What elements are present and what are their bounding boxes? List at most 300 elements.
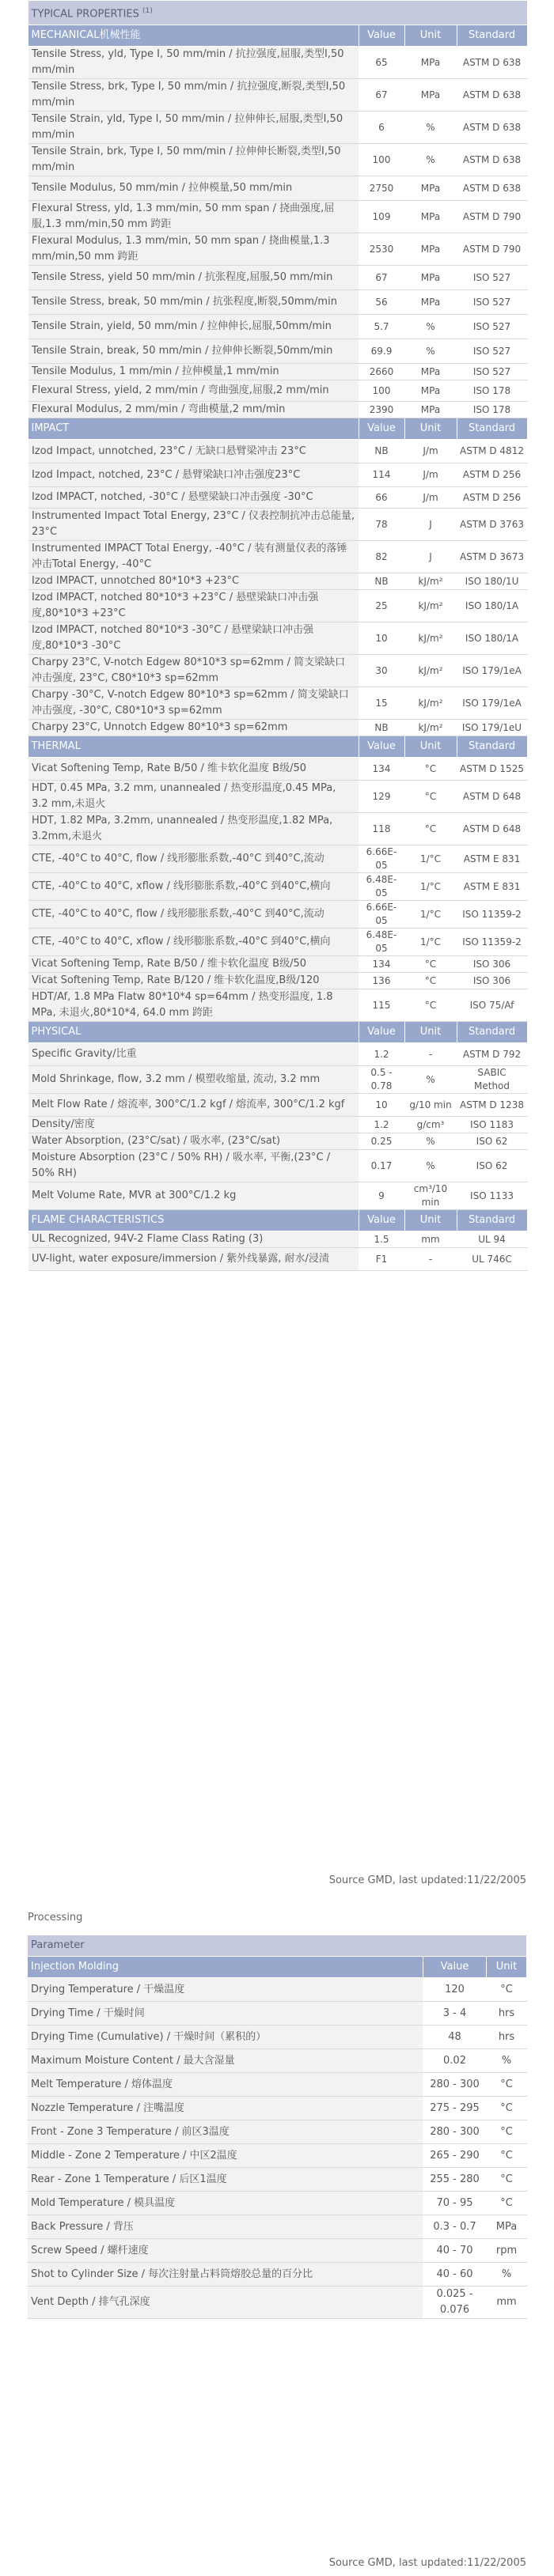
processing-value: 0.025 - 0.076 [423,2287,487,2319]
standard-header: Standard [457,1210,527,1231]
property-row [28,873,527,901]
property-value: 0.5 - 0.78 [359,1066,404,1094]
property-name: Tensile Modulus, 50 mm/min / 拉伸模量,50 mm/min [28,176,359,201]
property-row [28,573,527,590]
property-unit: °C [404,989,457,1022]
processing-unit: °C [487,2097,527,2120]
property-row [28,781,527,813]
property-standard: ISO 306 [457,973,527,989]
processing-row [28,2097,527,2120]
property-row [28,290,527,315]
property-row [28,1043,527,1066]
processing-value: 48 [423,2026,487,2049]
property-name: Izod IMPACT, notched, -30°C / 悬壁梁缺口冲击强度 -30°C [28,487,359,509]
property-unit: g/cm³ [404,1117,457,1133]
property-name: Izod Impact, unnotched, 23°C / 无缺口悬臂梁冲击 23°C [28,440,359,463]
property-row [28,47,527,79]
property-name: HDT, 0.45 MPa, 3.2 mm, unannealed / 热变形温度,0.45 MPa, 3.2 mm,未退火 [28,781,359,813]
unit-header: Unit [404,418,457,440]
property-value: 100 [359,144,404,176]
section-header [28,418,527,440]
property-unit: MPa [404,290,457,315]
property-unit: % [404,1133,457,1150]
property-value: 1.5 [359,1231,404,1248]
property-unit: J/m [404,463,457,487]
property-unit: MPa [404,233,457,266]
property-standard: ISO 527 [457,290,527,315]
property-standard: ISO 179/1eU [457,720,527,736]
property-standard: ASTM D 256 [457,463,527,487]
processing-parameter: Nozzle Temperature / 注嘴温度 [28,2097,423,2120]
value-header: Value [359,25,404,47]
processing-row [28,2120,527,2144]
property-standard: ASTM D 790 [457,233,527,266]
property-row [28,590,527,622]
property-name: Charpy 23°C, Unnotch Edgew 80*10*3 sp=62mm [28,720,359,736]
typical-properties-header [28,1,527,25]
property-unit: g/10 min [404,1094,457,1117]
processing-value: 265 - 290 [423,2144,487,2168]
property-standard: ASTM E 831 [457,873,527,901]
property-unit: - [404,1043,457,1066]
property-row [28,380,527,402]
property-row [28,144,527,176]
property-value: F1 [359,1248,404,1271]
processing-parameter: Middle - Zone 2 Temperature / 中区2温度 [28,2144,423,2168]
processing-row [28,2073,527,2097]
property-unit: % [404,112,457,144]
source-note: Source GMD, last updated:11/22/2005 [328,1874,526,1886]
processing-row [28,2239,527,2263]
property-name: Water Absorption, (23°C/sat) / 吸水率, (23°C/sat) [28,1133,359,1150]
property-row [28,622,527,655]
property-standard: ASTM D 638 [457,79,527,112]
processing-value: 70 - 95 [423,2192,487,2215]
property-standard: ASTM D 790 [457,201,527,233]
processing-table [27,1935,527,2319]
property-standard: ISO 527 [457,364,527,380]
property-standard: ISO 1183 [457,1117,527,1133]
property-standard: ASTM D 1525 [457,758,527,781]
processing-value: 280 - 300 [423,2120,487,2144]
property-value: 56 [359,290,404,315]
property-name: Density/密度 [28,1117,359,1133]
property-unit: kJ/m² [404,590,457,622]
property-name: Vicat Softening Temp, Rate B/50 / 维卡软化温度 B级/50 [28,956,359,973]
property-name: Izod IMPACT, unnotched 80*10*3 +23°C [28,573,359,590]
processing-parameter: Drying Temperature / 干燥温度 [28,1978,423,2002]
property-row [28,541,527,573]
property-unit: °C [404,956,457,973]
property-row [28,1133,527,1150]
property-standard: ISO 527 [457,266,527,290]
property-unit: 1/°C [404,901,457,929]
property-standard: ASTM D 648 [457,813,527,845]
property-value: 67 [359,79,404,112]
property-standard: ISO 75/Af [457,989,527,1022]
property-name: Flexural Stress, yld, 1.3 mm/min, 50 mm span / 挠曲强度,屈服,1.3 mm/min,50 mm 跨距 [28,201,359,233]
property-value: 6 [359,112,404,144]
property-standard: UL 94 [457,1231,527,1248]
property-value: 6.48E-05 [359,873,404,901]
unit-header: Unit [404,736,457,758]
property-standard: ISO 178 [457,380,527,402]
property-standard: ASTM D 4812 [457,440,527,463]
processing-parameter: Mold Temperature / 模具温度 [28,2192,423,2215]
processing-parameter: Vent Depth / 排气孔深度 [28,2287,423,2319]
property-standard: ISO 527 [457,339,527,364]
processing-parameter: Melt Temperature / 熔体温度 [28,2073,423,2097]
processing-unit: mm [487,2287,527,2319]
processing-row [28,2049,527,2073]
property-value: 82 [359,541,404,573]
property-value: 1.2 [359,1117,404,1133]
processing-unit: °C [487,1978,527,2002]
property-name: Tensile Strain, yld, Type I, 50 mm/min / 拉伸伸长,屈服,类型I,50 mm/min [28,112,359,144]
section-title: MECHANICAL机械性能 [28,25,359,47]
property-name: Izod IMPACT, notched 80*10*3 -30°C / 悬壁梁缺口冲击强度,80*10*3 -30°C [28,622,359,655]
property-unit: MPa [404,79,457,112]
property-standard: ISO 179/1eA [457,655,527,687]
processing-row [28,2144,527,2168]
standard-header: Standard [457,1022,527,1043]
processing-parameter-header [28,1935,527,1957]
processing-row [28,1978,527,2002]
processing-parameter: Rear - Zone 1 Temperature / 后区1温度 [28,2168,423,2192]
property-name: UV-light, water exposure/immersion / 紫外线暴露, 耐水/浸渍 [28,1248,359,1271]
property-value: 134 [359,956,404,973]
processing-value: 40 - 70 [423,2239,487,2263]
property-unit: MPa [404,47,457,79]
property-name: Charpy 23°C, V-notch Edgew 80*10*3 sp=62mm / 简支梁缺口冲击强度, 23°C, C80*10*3 sp=62mm [28,655,359,687]
processing-row [28,2263,527,2287]
property-standard: ISO 180/1A [457,622,527,655]
property-value: 25 [359,590,404,622]
processing-parameter: Shot to Cylinder Size / 每次注射量占料筒熔胶总量的百分比 [28,2263,423,2287]
value-header: Value [359,1210,404,1231]
property-name: HDT/Af, 1.8 MPa Flatw 80*10*4 sp=64mm / 热变形温度, 1.8 MPa, 未退火,80*10*4, 64.0 mm 跨距 [28,989,359,1022]
property-value: 30 [359,655,404,687]
property-unit: °C [404,758,457,781]
processing-parameter: Back Pressure / 背压 [28,2215,423,2239]
typical-properties-table [27,0,528,1271]
unit-header: Unit [487,1957,527,1978]
property-standard: ISO 11359-2 [457,901,527,929]
property-unit: 1/°C [404,929,457,956]
property-name: Tensile Strain, yield, 50 mm/min / 拉伸伸长,屈服,50mm/min [28,315,359,339]
property-unit: mm [404,1231,457,1248]
property-value: 1.2 [359,1043,404,1066]
property-value: 129 [359,781,404,813]
property-unit: J/m [404,487,457,509]
property-standard: ASTM D 3673 [457,541,527,573]
property-value: 2530 [359,233,404,266]
property-standard: ISO 62 [457,1150,527,1182]
property-value: 0.25 [359,1133,404,1150]
property-standard: ASTM D 638 [457,47,527,79]
processing-title: Processing [28,1912,83,1923]
property-row [28,989,527,1022]
property-row [28,1182,527,1210]
section-title: FLAME CHARACTERISTICS [28,1210,359,1231]
unit-header: Unit [404,25,457,47]
property-name: UL Recognized, 94V-2 Flame Class Rating (3) [28,1231,359,1248]
property-unit: kJ/m² [404,622,457,655]
property-row [28,79,527,112]
property-name: Tensile Stress, break, 50 mm/min / 抗张程度,断裂,50mm/min [28,290,359,315]
property-standard: SABIC Method [457,1066,527,1094]
property-standard: ASTM D 638 [457,176,527,201]
processing-value: 0.3 - 0.7 [423,2215,487,2239]
processing-value: 40 - 60 [423,2263,487,2287]
property-name: Specific Gravity/比重 [28,1043,359,1066]
property-name: Tensile Stress, yield 50 mm/min / 抗张程度,屈服,50 mm/min [28,266,359,290]
property-name: Melt Flow Rate / 熔流率, 300°C/1.2 kgf / 熔流率, 300°C/1.2 kgf [28,1094,359,1117]
property-name: Flexural Modulus, 1.3 mm/min, 50 mm span / 挠曲模量,1.3 mm/min,50 mm 跨距 [28,233,359,266]
property-value: 65 [359,47,404,79]
property-value: 6.48E-05 [359,929,404,956]
processing-parameter: Drying Time / 干燥时间 [28,2002,423,2026]
property-row [28,1066,527,1094]
property-name: Izod Impact, notched, 23°C / 悬臂梁缺口冲击强度23°C [28,463,359,487]
processing-value: 280 - 300 [423,2073,487,2097]
processing-value: 255 - 280 [423,2168,487,2192]
property-standard: ISO 180/1A [457,590,527,622]
processing-parameter: Maximum Moisture Content / 最大含湿量 [28,2049,423,2073]
property-unit: - [404,1248,457,1271]
property-name: CTE, -40°C to 40°C, xflow / 线形膨胀系数,-40°C 到40°C,横向 [28,873,359,901]
processing-unit: °C [487,2168,527,2192]
property-row [28,1117,527,1133]
property-standard: ASTM E 831 [457,845,527,873]
processing-row [28,2168,527,2192]
section-title: THERMAL [28,736,359,758]
property-value: 136 [359,973,404,989]
property-name: Tensile Modulus, 1 mm/min / 拉伸模量,1 mm/min [28,364,359,380]
processing-unit: % [487,2049,527,2073]
property-standard: ISO 1133 [457,1182,527,1210]
property-name: Tensile Stress, brk, Type I, 50 mm/min / 抗拉强度,断裂,类型I,50 mm/min [28,79,359,112]
property-standard: ISO 527 [457,315,527,339]
property-value: 66 [359,487,404,509]
value-header: Value [359,418,404,440]
processing-unit: MPa [487,2215,527,2239]
property-name: Mold Shrinkage, flow, 3.2 mm / 模塑收缩量, 流动, 3.2 mm [28,1066,359,1094]
property-value: 2660 [359,364,404,380]
processing-unit: °C [487,2144,527,2168]
property-unit: % [404,315,457,339]
property-unit: 1/°C [404,845,457,873]
property-value: 134 [359,758,404,781]
property-row [28,1094,527,1117]
property-standard: ISO 11359-2 [457,929,527,956]
property-name: Flexural Modulus, 2 mm/min / 弯曲模量,2 mm/min [28,402,359,418]
property-value: 115 [359,989,404,1022]
processing-value: 275 - 295 [423,2097,487,2120]
property-unit: MPa [404,402,457,418]
property-unit: kJ/m² [404,687,457,720]
property-name: Instrumented IMPACT Total Energy, -40°C / 装有测量仪表的落锤冲击Total Energy, -40°C [28,541,359,573]
property-value: NB [359,720,404,736]
property-row [28,176,527,201]
processing-unit: % [487,2263,527,2287]
property-value: 9 [359,1182,404,1210]
property-value: 10 [359,1094,404,1117]
property-standard: UL 746C [457,1248,527,1271]
property-name: Flexural Stress, yield, 2 mm/min / 弯曲强度,屈服,2 mm/min [28,380,359,402]
value-header: Value [359,1022,404,1043]
property-unit: MPa [404,201,457,233]
source-note-2: Source GMD, last updated:11/22/2005 [328,2557,526,2569]
property-row [28,758,527,781]
processing-row [28,2215,527,2239]
property-row [28,901,527,929]
property-standard: ISO 178 [457,402,527,418]
value-header: Value [359,736,404,758]
property-value: 78 [359,509,404,541]
property-name: Instrumented Impact Total Energy, 23°C / 仪表控制抗冲击总能量, 23°C [28,509,359,541]
processing-unit: °C [487,2192,527,2215]
processing-row [28,2026,527,2049]
property-value: 15 [359,687,404,720]
property-name: Tensile Strain, break, 50 mm/min / 拉伸伸长断裂,50mm/min [28,339,359,364]
property-value: 0.17 [359,1150,404,1182]
section-header [28,736,527,758]
injection-molding-label: Injection Molding [28,1957,423,1978]
property-unit: kJ/m² [404,655,457,687]
parameter-label: Parameter [28,1935,527,1957]
property-value: 6.66E-05 [359,845,404,873]
property-name: Tensile Strain, brk, Type I, 50 mm/min / 拉伸伸长断裂,类型I,50 mm/min [28,144,359,176]
property-standard: ASTM D 792 [457,1043,527,1066]
property-value: 2390 [359,402,404,418]
property-row [28,1231,527,1248]
property-name: Moisture Absorption (23°C / 50% RH) / 吸水率, 平衡,(23°C / 50% RH) [28,1150,359,1182]
unit-header: Unit [404,1022,457,1043]
processing-unit: °C [487,2120,527,2144]
property-unit: MPa [404,176,457,201]
property-name: HDT, 1.82 MPa, 3.2mm, unannealed / 热变形温度,1.82 MPa, 3.2mm,未退火 [28,813,359,845]
property-name: CTE, -40°C to 40°C, xflow / 线形膨胀系数,-40°C 到40°C,横向 [28,929,359,956]
property-unit: kJ/m² [404,720,457,736]
property-value: 6.66E-05 [359,901,404,929]
processing-unit: °C [487,2073,527,2097]
property-name: Vicat Softening Temp, Rate B/50 / 维卡软化温度 B级/50 [28,758,359,781]
property-row [28,845,527,873]
property-unit: °C [404,973,457,989]
property-row [28,655,527,687]
property-row [28,440,527,463]
processing-unit: hrs [487,2002,527,2026]
property-row [28,112,527,144]
property-value: 5.7 [359,315,404,339]
injection-molding-header [28,1957,527,1978]
processing-value: 0.02 [423,2049,487,2073]
property-unit: MPa [404,380,457,402]
section-title: PHYSICAL [28,1022,359,1043]
property-unit: % [404,1150,457,1182]
property-row [28,720,527,736]
property-standard: ISO 180/1U [457,573,527,590]
processing-parameter: Screw Speed / 螺杆速度 [28,2239,423,2263]
property-row [28,201,527,233]
processing-row [28,2287,527,2319]
property-row [28,233,527,266]
property-standard: ASTM D 3763 [457,509,527,541]
property-standard: ISO 306 [457,956,527,973]
property-standard: ASTM D 638 [457,144,527,176]
property-unit: MPa [404,364,457,380]
processing-unit: rpm [487,2239,527,2263]
property-row [28,973,527,989]
property-value: 67 [359,266,404,290]
section-header [28,1022,527,1043]
property-value: 109 [359,201,404,233]
property-name: Tensile Stress, yld, Type I, 50 mm/min / 抗拉强度,屈服,类型I,50 mm/min [28,47,359,79]
property-unit: J [404,509,457,541]
processing-parameter: Front - Zone 3 Temperature / 前区3温度 [28,2120,423,2144]
standard-header: Standard [457,25,527,47]
property-row [28,509,527,541]
property-unit: % [404,144,457,176]
property-standard: ASTM D 638 [457,112,527,144]
property-unit: cm³/10 min [404,1182,457,1210]
property-name: Izod IMPACT, notched 80*10*3 +23°C / 悬壁梁缺口冲击强度,80*10*3 +23°C [28,590,359,622]
property-unit: °C [404,781,457,813]
property-standard: ASTM D 256 [457,487,527,509]
property-unit: J/m [404,440,457,463]
property-unit: kJ/m² [404,573,457,590]
section-title: IMPACT [28,418,359,440]
property-value: 69.9 [359,339,404,364]
property-row [28,402,527,418]
property-name: Charpy -30°C, V-notch Edgew 80*10*3 sp=62mm / 简支梁缺口冲击强度, -30°C, C80*10*3 sp=62mm [28,687,359,720]
property-row [28,315,527,339]
processing-row [28,2192,527,2215]
property-value: 100 [359,380,404,402]
processing-parameter: Drying Time (Cumulative) / 干燥时间（累积的） [28,2026,423,2049]
property-name: Vicat Softening Temp, Rate B/120 / 维卡软化温度,B级/120 [28,973,359,989]
value-header: Value [423,1957,487,1978]
property-standard: ISO 62 [457,1133,527,1150]
unit-header: Unit [404,1210,457,1231]
property-standard: ISO 179/1eA [457,687,527,720]
property-row [28,956,527,973]
property-row [28,1150,527,1182]
property-unit: °C [404,813,457,845]
processing-row [28,2002,527,2026]
property-value: NB [359,440,404,463]
property-unit: MPa [404,266,457,290]
section-header [28,25,527,47]
processing-value: 3 - 4 [423,2002,487,2026]
property-value: 2750 [359,176,404,201]
property-row [28,339,527,364]
property-row [28,364,527,380]
property-unit: 1/°C [404,873,457,901]
property-row [28,266,527,290]
property-unit: J [404,541,457,573]
property-unit: % [404,339,457,364]
standard-header: Standard [457,736,527,758]
property-name: CTE, -40°C to 40°C, flow / 线形膨胀系数,-40°C 到40°C,流动 [28,845,359,873]
property-row [28,487,527,509]
property-row [28,1248,527,1271]
property-row [28,929,527,956]
property-name: Melt Volume Rate, MVR at 300°C/1.2 kg [28,1182,359,1210]
property-row [28,687,527,720]
property-value: 114 [359,463,404,487]
